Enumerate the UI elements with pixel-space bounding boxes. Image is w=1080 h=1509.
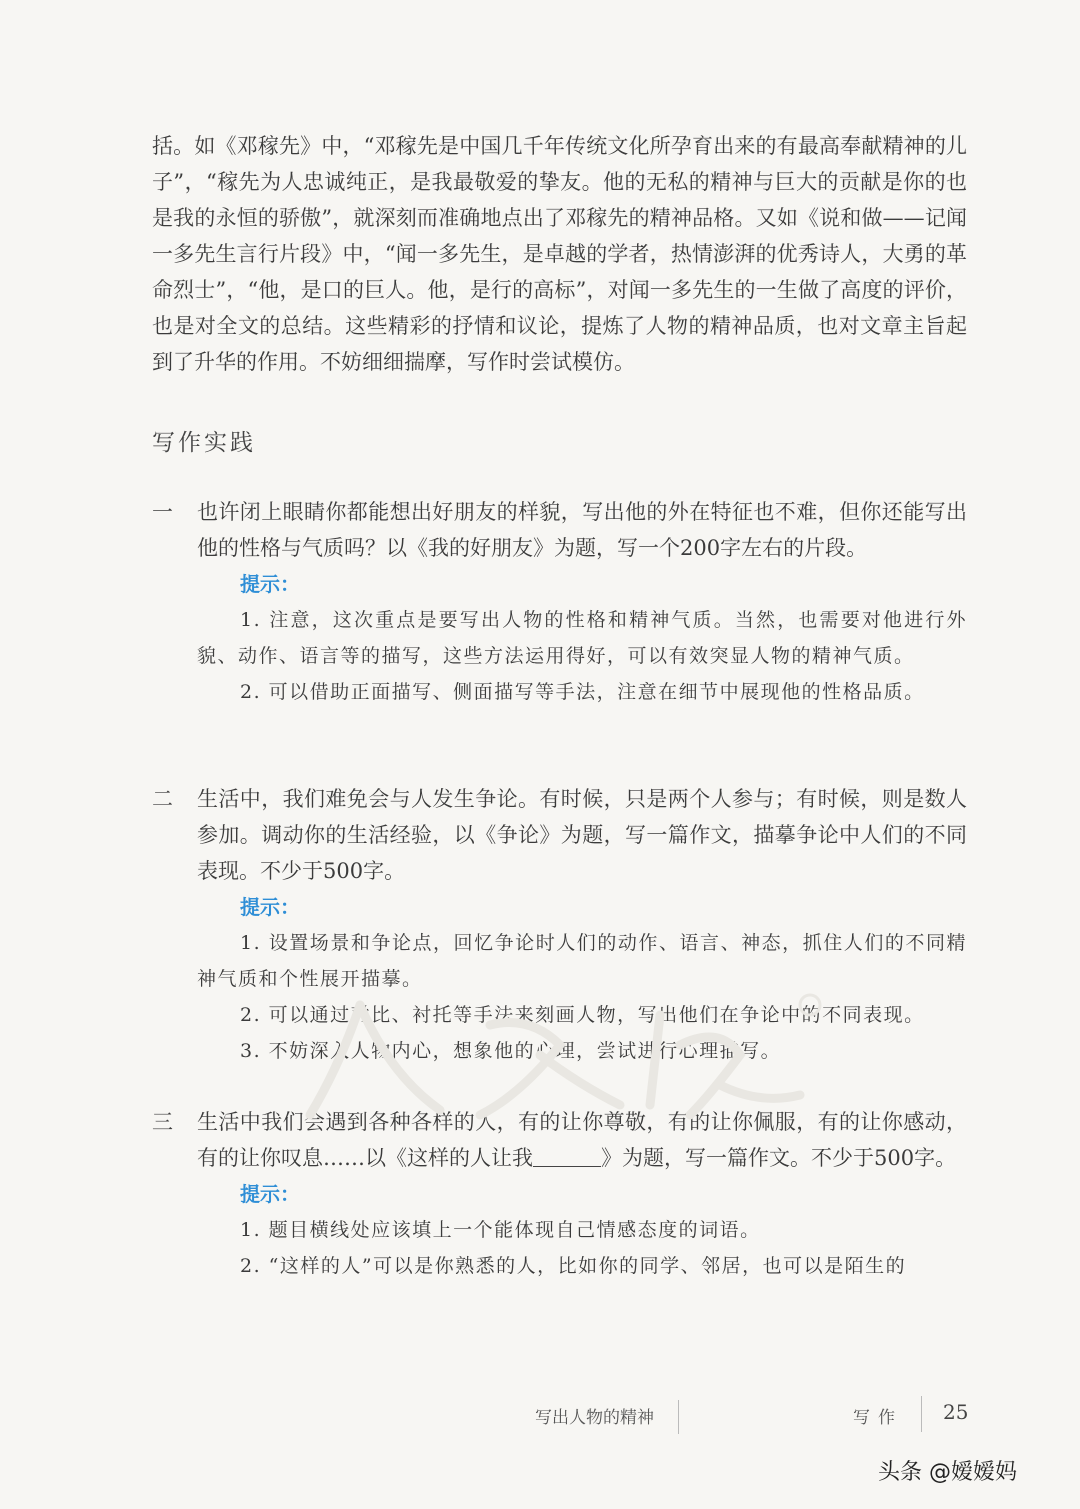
exercise-text: 也许闭上眼睛你都能想出好朋友的样貌，写出他的外在特征也不难，但你还能写出他的性格与气质吗？以《我的好朋友》为题，写一个200字左右的片段。 [197,500,967,560]
tip-item: 3. 不妨深入人物内心，想象他的心理，尝试进行心理描写。 [240,1040,782,1062]
exercise-1 [152,494,967,710]
footer-divider [678,1400,679,1434]
exercise-text: 生活中，我们难免会与人发生争论。有时候，只是两个人参与；有时候，则是数人参加。调动你的生活经验，以《争论》为题，写一篇作文，描摹争论中人们的不同表现。不少于500字。 [197,787,967,883]
footer-divider [921,1396,922,1432]
intro-paragraph: 括。如《邓稼先》中，“邓稼先是中国几千年传统文化所孕育出来的有最高奉献精神的儿子”，“稼先为人忠诚纯正，是我最敬爱的挚友。他的无私的精神与巨大的贡献是你的也是我的永恒的骄傲”，就深刻而准确地点出了邓稼先的精神品格。又如《说和做——记闻一多先生言行片段》中，“闻一多先生，是卓越的学者，热情澎湃的优秀诗人，大勇的革命烈士”，“他，是口的巨人。他，是行的高标”，对闻一多先生的一生做了高度的评价，也是对全文的总结。这些精彩的抒情和议论，提炼了人物的精神品质，也对文章主旨起到了升华的作用。不妨细细揣摩，写作时尝试模仿。 [152,134,967,374]
tip-item: 1. 题目横线处应该填上一个能体现自己情感态度的词语。 [240,1219,761,1241]
tip-item: 1. 设置场景和争论点，回忆争论时人们的动作、语言、神态，抓住人们的不同精神气质和个性展开描摹。 [197,932,967,990]
source-credit: 头条 @嫒嫒妈 [878,1460,1017,1485]
exercise-number: 二 [152,787,173,811]
exercise-text: 生活中我们会遇到各种各样的人，有的让你尊敬，有的让你佩服，有的让你感动，有的让你叹息……以《这样的人让我 》为题，写一篇作文。不少于500字。 [197,1110,967,1170]
tip-item: 2. 可以借助正面描写、侧面描写等手法，注意在细节中展现他的性格品质。 [240,681,925,703]
footer-section: 写作 [853,1408,903,1428]
page-number: 25 [943,1400,969,1424]
tip-label: 提示： [240,895,300,919]
tip-item: 1. 注意，这次重点是要写出人物的性格和精神气质。当然，也需要对他进行外貌、动作、语言等的描写，这些方法运用得好，可以有效突显人物的精神气质。 [197,609,967,667]
exercise-2 [152,781,967,1069]
exercise-number: 三 [152,1110,173,1134]
exercise-3 [152,1104,967,1284]
exercise-number: 一 [152,500,173,524]
tip-item: 2. 可以通过对比、衬托等手法来刻画人物，写出他们在争论中的不同表现。 [240,1004,925,1026]
tip-item: 2. “这样的人”可以是你熟悉的人，比如你的同学、邻居，也可以是陌生的 [240,1255,907,1277]
footer-chapter-title: 写出人物的精神 [535,1408,654,1428]
tip-label: 提示： [240,572,300,596]
section-heading: 写作实践 [152,430,256,456]
fill-in-blank [533,1146,601,1167]
tip-label: 提示： [240,1182,300,1206]
